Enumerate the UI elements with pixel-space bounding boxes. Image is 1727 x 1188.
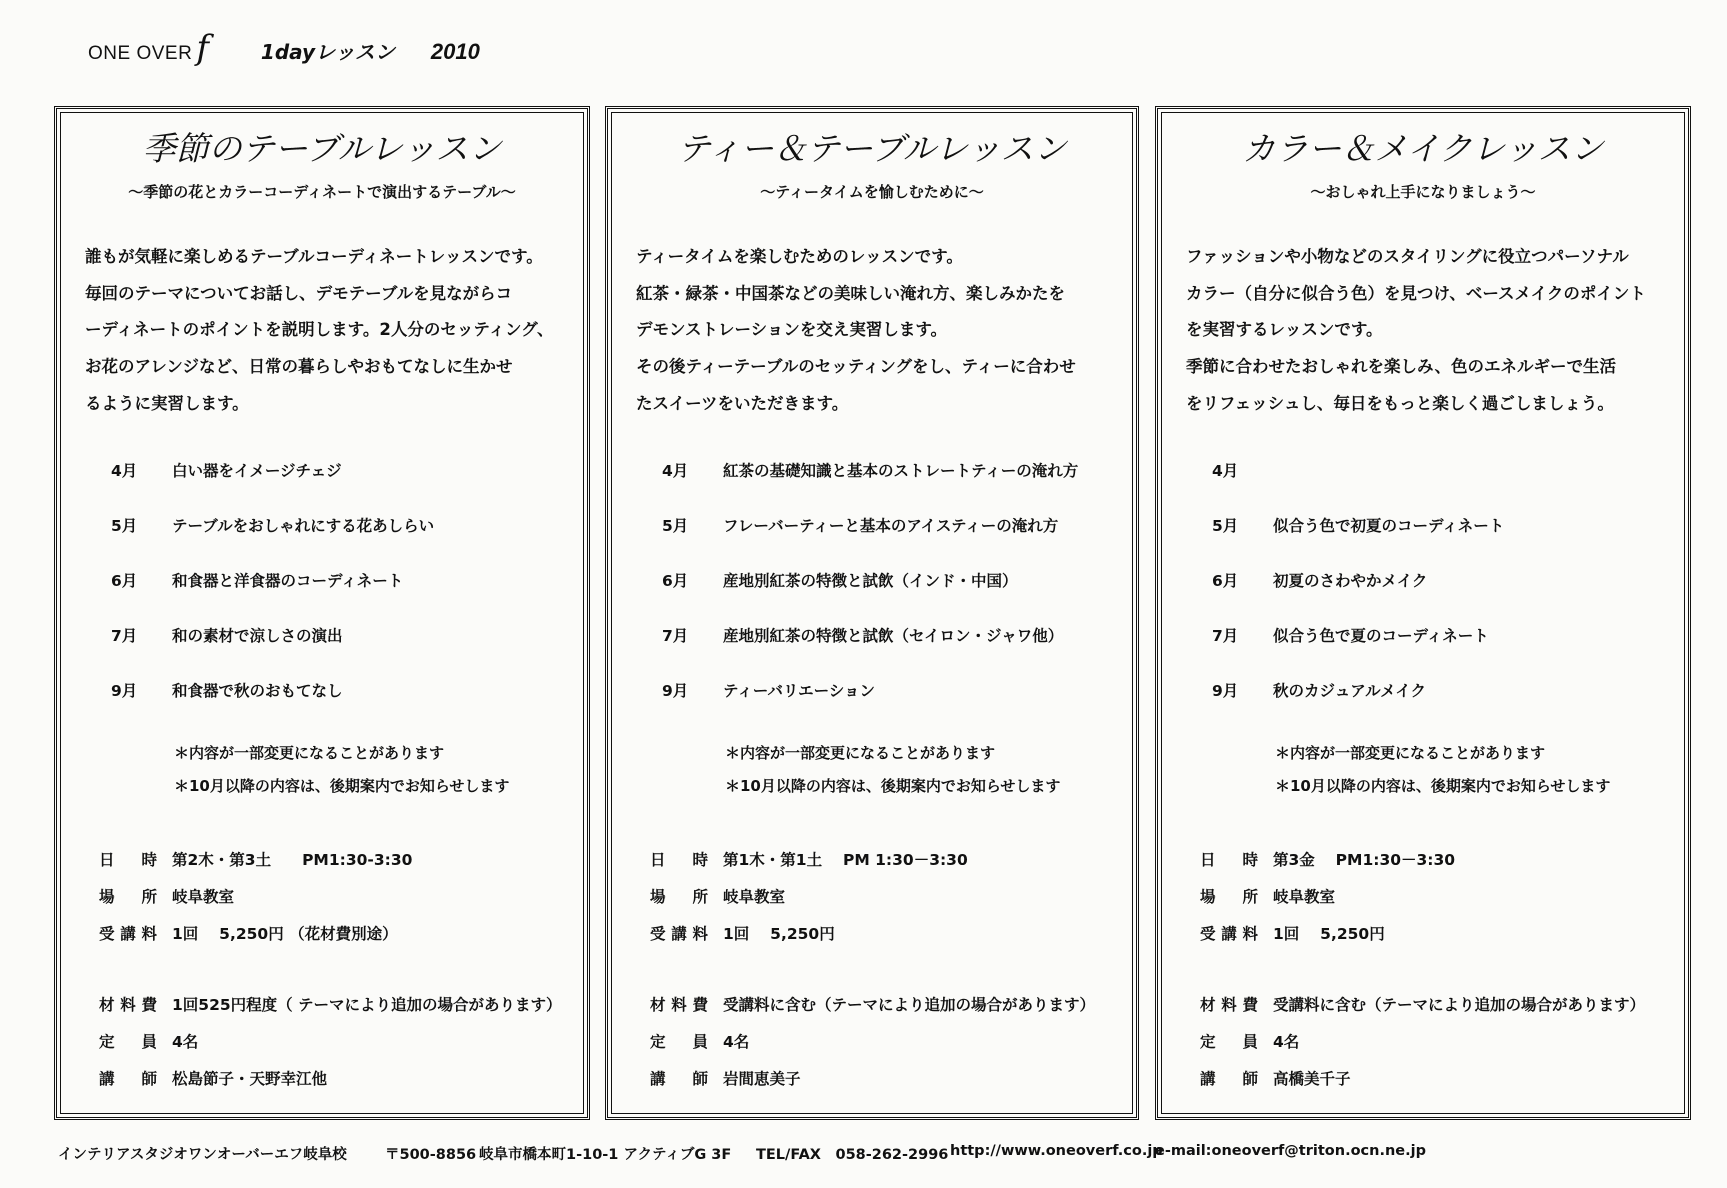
schedule-topic: 和食器で秋のおもてなし	[172, 682, 343, 700]
intro-line: 誰もが気軽に楽しめるテーブルコーディネートレッスンです。	[85, 247, 543, 266]
intro-line: 季節に合わせたおしゃれを楽しみ、色のエネルギーで生活	[1186, 357, 1616, 377]
schedule-month: 7月	[111, 627, 138, 645]
brand-name: ONE OVER	[88, 43, 193, 64]
info-value: 4名	[1273, 1033, 1300, 1051]
schedule-row	[608, 679, 1136, 703]
info-row-instructor	[608, 1067, 1136, 1091]
panel-subtitle: ～ティータイムを愉しむために～	[760, 183, 984, 201]
studio-name: インテリアスタジオワンオーバーエフ岐阜校	[58, 1147, 347, 1163]
header-year: 2010	[430, 39, 480, 64]
info-value: 第3金 PM1:30－3:30	[1273, 851, 1456, 869]
info-value: 岐阜教室	[723, 888, 786, 906]
info-label: 材料費	[1200, 996, 1258, 1014]
schedule-month: 5月	[662, 517, 689, 535]
schedule-month: 5月	[1212, 517, 1239, 535]
lesson-panel-color-makeup	[1155, 106, 1691, 1120]
schedule-row	[1158, 459, 1688, 483]
note-line: ＊内容が一部変更になることがあります	[174, 744, 445, 762]
postal-code: 〒500-8856	[385, 1147, 477, 1163]
intro-line: その後ティーテーブルのセッティングをし、ティーに合わせ	[636, 357, 1076, 377]
note-line: ＊10月以降の内容は、後期案内でお知らせします	[725, 777, 1061, 795]
info-value: 1回 5,250円	[1273, 925, 1385, 943]
schedule-topic: 白い器をイメージチェジ	[172, 462, 342, 480]
schedule-row	[57, 514, 587, 538]
panel-intro	[1186, 239, 1670, 423]
schedule-month: 7月	[1212, 627, 1239, 645]
schedule-month: 4月	[1212, 462, 1239, 480]
page-header	[88, 28, 480, 68]
panel-notes	[725, 737, 1060, 803]
intro-line: お花のアレンジなど、日常の暮らしやおもてなしに生かせ	[85, 357, 513, 377]
panel-title: 季節のテーブルレッスン	[142, 129, 502, 168]
info-label: 講師	[650, 1070, 708, 1088]
info-row-fee	[608, 922, 1136, 946]
info-row-capacity	[57, 1030, 587, 1054]
info-label: 定員	[1200, 1033, 1258, 1051]
schedule-month: 9月	[111, 682, 138, 700]
schedule-topic: 紅茶の基礎知識と基本のストレートティーの淹れ方	[723, 462, 1079, 480]
schedule-row	[57, 679, 587, 703]
intro-line: デモンストレーションを交え実習します。	[636, 320, 948, 340]
schedule-row	[1158, 569, 1688, 593]
info-label: 定員	[99, 1033, 157, 1051]
panel-subtitle: ～おしゃれ上手になりましょう～	[1310, 183, 1536, 201]
schedule-topic: 似合う色で夏のコーディネート	[1273, 627, 1489, 645]
info-row-place	[57, 885, 587, 909]
info-row-place	[608, 885, 1136, 909]
info-value: 第1木・第1土 PM 1:30－3:30	[723, 851, 968, 869]
info-value: 岐阜教室	[1273, 888, 1336, 906]
schedule-row	[608, 459, 1136, 483]
info-label: 講師	[99, 1070, 157, 1088]
intro-line: ファッションや小物などのスタイリングに役立つパーソナル	[1186, 247, 1629, 266]
info-value: 1回 5,250円	[723, 925, 835, 943]
info-label: 受講料	[650, 925, 708, 943]
info-value: 第2木・第3土 PM1:30-3:30	[172, 851, 413, 869]
header-title: 1dayレッスン	[260, 40, 395, 64]
schedule-topic: 似合う色で初夏のコーディネート	[1273, 517, 1505, 535]
schedule-row	[608, 569, 1136, 593]
email-link[interactable]: e-mail:oneoverf@triton.ocn.ne.jp	[1155, 1143, 1426, 1159]
info-row-datetime	[608, 848, 1136, 872]
schedule-month: 9月	[662, 682, 689, 700]
intro-line: 毎回のテーマについてお話し、デモテーブルを見ながらコ	[85, 283, 513, 303]
schedule-month: 4月	[111, 462, 138, 480]
info-label: 材料費	[650, 996, 708, 1014]
info-row-instructor	[57, 1067, 587, 1091]
schedule-row	[57, 624, 587, 648]
intro-line: ーディネートのポイントを説明します。2人分のセッティング、	[85, 320, 554, 340]
schedule-topic: フレーバーティーと基本のアイスティーの淹れ方	[723, 517, 1059, 535]
info-value: 4名	[172, 1033, 199, 1051]
intro-line: たスイーツをいただきます。	[636, 393, 849, 413]
info-row-capacity	[1158, 1030, 1688, 1054]
note-line: ＊内容が一部変更になることがあります	[725, 744, 996, 762]
lesson-panel-seasonal-table	[54, 106, 590, 1120]
lesson-panel-tea-table	[605, 106, 1139, 1120]
info-row-datetime	[1158, 848, 1688, 872]
schedule-month: 4月	[662, 462, 689, 480]
intro-line: カラー（自分に似合う色）を見つけ、ベースメイクのポイント	[1186, 283, 1646, 303]
info-value: 1回 5,250円 （花材費別途）	[172, 925, 398, 943]
address: 岐阜市橋本町1-10-1 アクティブG 3F	[479, 1147, 732, 1163]
note-line: ＊内容が一部変更になることがあります	[1275, 744, 1546, 762]
info-label: 材料費	[99, 996, 157, 1014]
note-line: ＊10月以降の内容は、後期案内でお知らせします	[174, 777, 510, 795]
info-row-fee	[1158, 922, 1688, 946]
schedule-row	[1158, 679, 1688, 703]
info-row-datetime	[57, 848, 587, 872]
info-value: 1回525円程度（ テーマにより追加の場合があります）	[172, 996, 562, 1014]
info-row-instructor	[1158, 1067, 1688, 1091]
schedule-topic: 和食器と洋食器のコーディネート	[172, 572, 404, 590]
tel-fax: TEL/FAX 058-262-2996	[756, 1147, 949, 1163]
schedule-month: 6月	[1212, 572, 1239, 590]
note-line: ＊10月以降の内容は、後期案内でお知らせします	[1275, 777, 1611, 795]
panel-title: カラー＆メイクレッスン	[1242, 129, 1604, 168]
schedule-row	[1158, 514, 1688, 538]
info-label: 場所	[99, 888, 157, 906]
info-label: 日時	[99, 851, 157, 869]
panel-title: ティー＆テーブルレッスン	[677, 129, 1067, 168]
intro-line: を実習するレッスンです。	[1186, 320, 1383, 340]
info-label: 場所	[650, 888, 708, 906]
intro-line: 紅茶・緑茶・中国茶などの美味しい淹れ方、楽しみかたを	[636, 283, 1065, 303]
info-label: 定員	[650, 1033, 708, 1051]
info-label: 場所	[1200, 888, 1258, 906]
schedule-month: 6月	[662, 572, 689, 590]
schedule-topic: 産地別紅茶の特徴と試飲（セイロン・ジャワ他）	[723, 627, 1064, 645]
info-row-capacity	[608, 1030, 1136, 1054]
schedule-month: 5月	[111, 517, 138, 535]
schedule-topic: ティーバリエーション	[723, 682, 876, 700]
website-link[interactable]: http://www.oneoverf.co.jp	[950, 1143, 1163, 1159]
info-value: 受講料に含む（テーマにより追加の場合があります）	[723, 996, 1096, 1014]
info-value: 岐阜教室	[172, 888, 235, 906]
brand-f-logo: f	[196, 28, 209, 68]
schedule-row	[1158, 624, 1688, 648]
info-row-materials	[608, 993, 1136, 1017]
schedule-month: 7月	[662, 627, 689, 645]
info-row-fee	[57, 922, 587, 946]
panel-intro	[636, 239, 1118, 423]
info-label: 日時	[650, 851, 708, 869]
schedule-topic: 初夏のさわやかメイク	[1273, 572, 1428, 590]
schedule-month: 9月	[1212, 682, 1239, 700]
schedule-row	[57, 459, 587, 483]
schedule-topic: 産地別紅茶の特徴と試飲（インド・中国）	[723, 572, 1018, 590]
intro-line: ティータイムを楽しむためのレッスンです。	[636, 247, 963, 266]
schedule-topic: 秋のカジュアルメイク	[1273, 682, 1426, 700]
schedule-row	[57, 569, 587, 593]
schedule-topic: 和の素材で涼しさの演出	[172, 627, 343, 645]
info-value: 松島節子・天野幸江他	[172, 1070, 328, 1088]
info-label: 日時	[1200, 851, 1258, 869]
intro-line: をリフェッシュし、毎日をもっと楽しく過ごしましょう。	[1186, 393, 1614, 413]
schedule-topic: テーブルをおしゃれにする花あしらい	[172, 517, 435, 535]
panel-notes	[1275, 737, 1610, 803]
info-row-materials	[57, 993, 587, 1017]
intro-line: るように実習します。	[85, 393, 249, 413]
info-value: 岩間恵美子	[723, 1070, 801, 1088]
panel-notes	[174, 737, 509, 803]
info-label: 講師	[1200, 1070, 1258, 1088]
info-label: 受講料	[1200, 925, 1258, 943]
panel-intro	[85, 239, 569, 423]
info-row-materials	[1158, 993, 1688, 1017]
info-value: 高橋美千子	[1273, 1070, 1351, 1088]
schedule-month: 6月	[111, 572, 138, 590]
info-row-place	[1158, 885, 1688, 909]
info-value: 受講料に含む（テーマにより追加の場合があります）	[1273, 996, 1646, 1014]
info-label: 受講料	[99, 925, 157, 943]
schedule-row	[608, 624, 1136, 648]
schedule-row	[608, 514, 1136, 538]
info-value: 4名	[723, 1033, 750, 1051]
panel-subtitle: ～季節の花とカラーコーディネートで演出するテーブル～	[128, 183, 516, 201]
